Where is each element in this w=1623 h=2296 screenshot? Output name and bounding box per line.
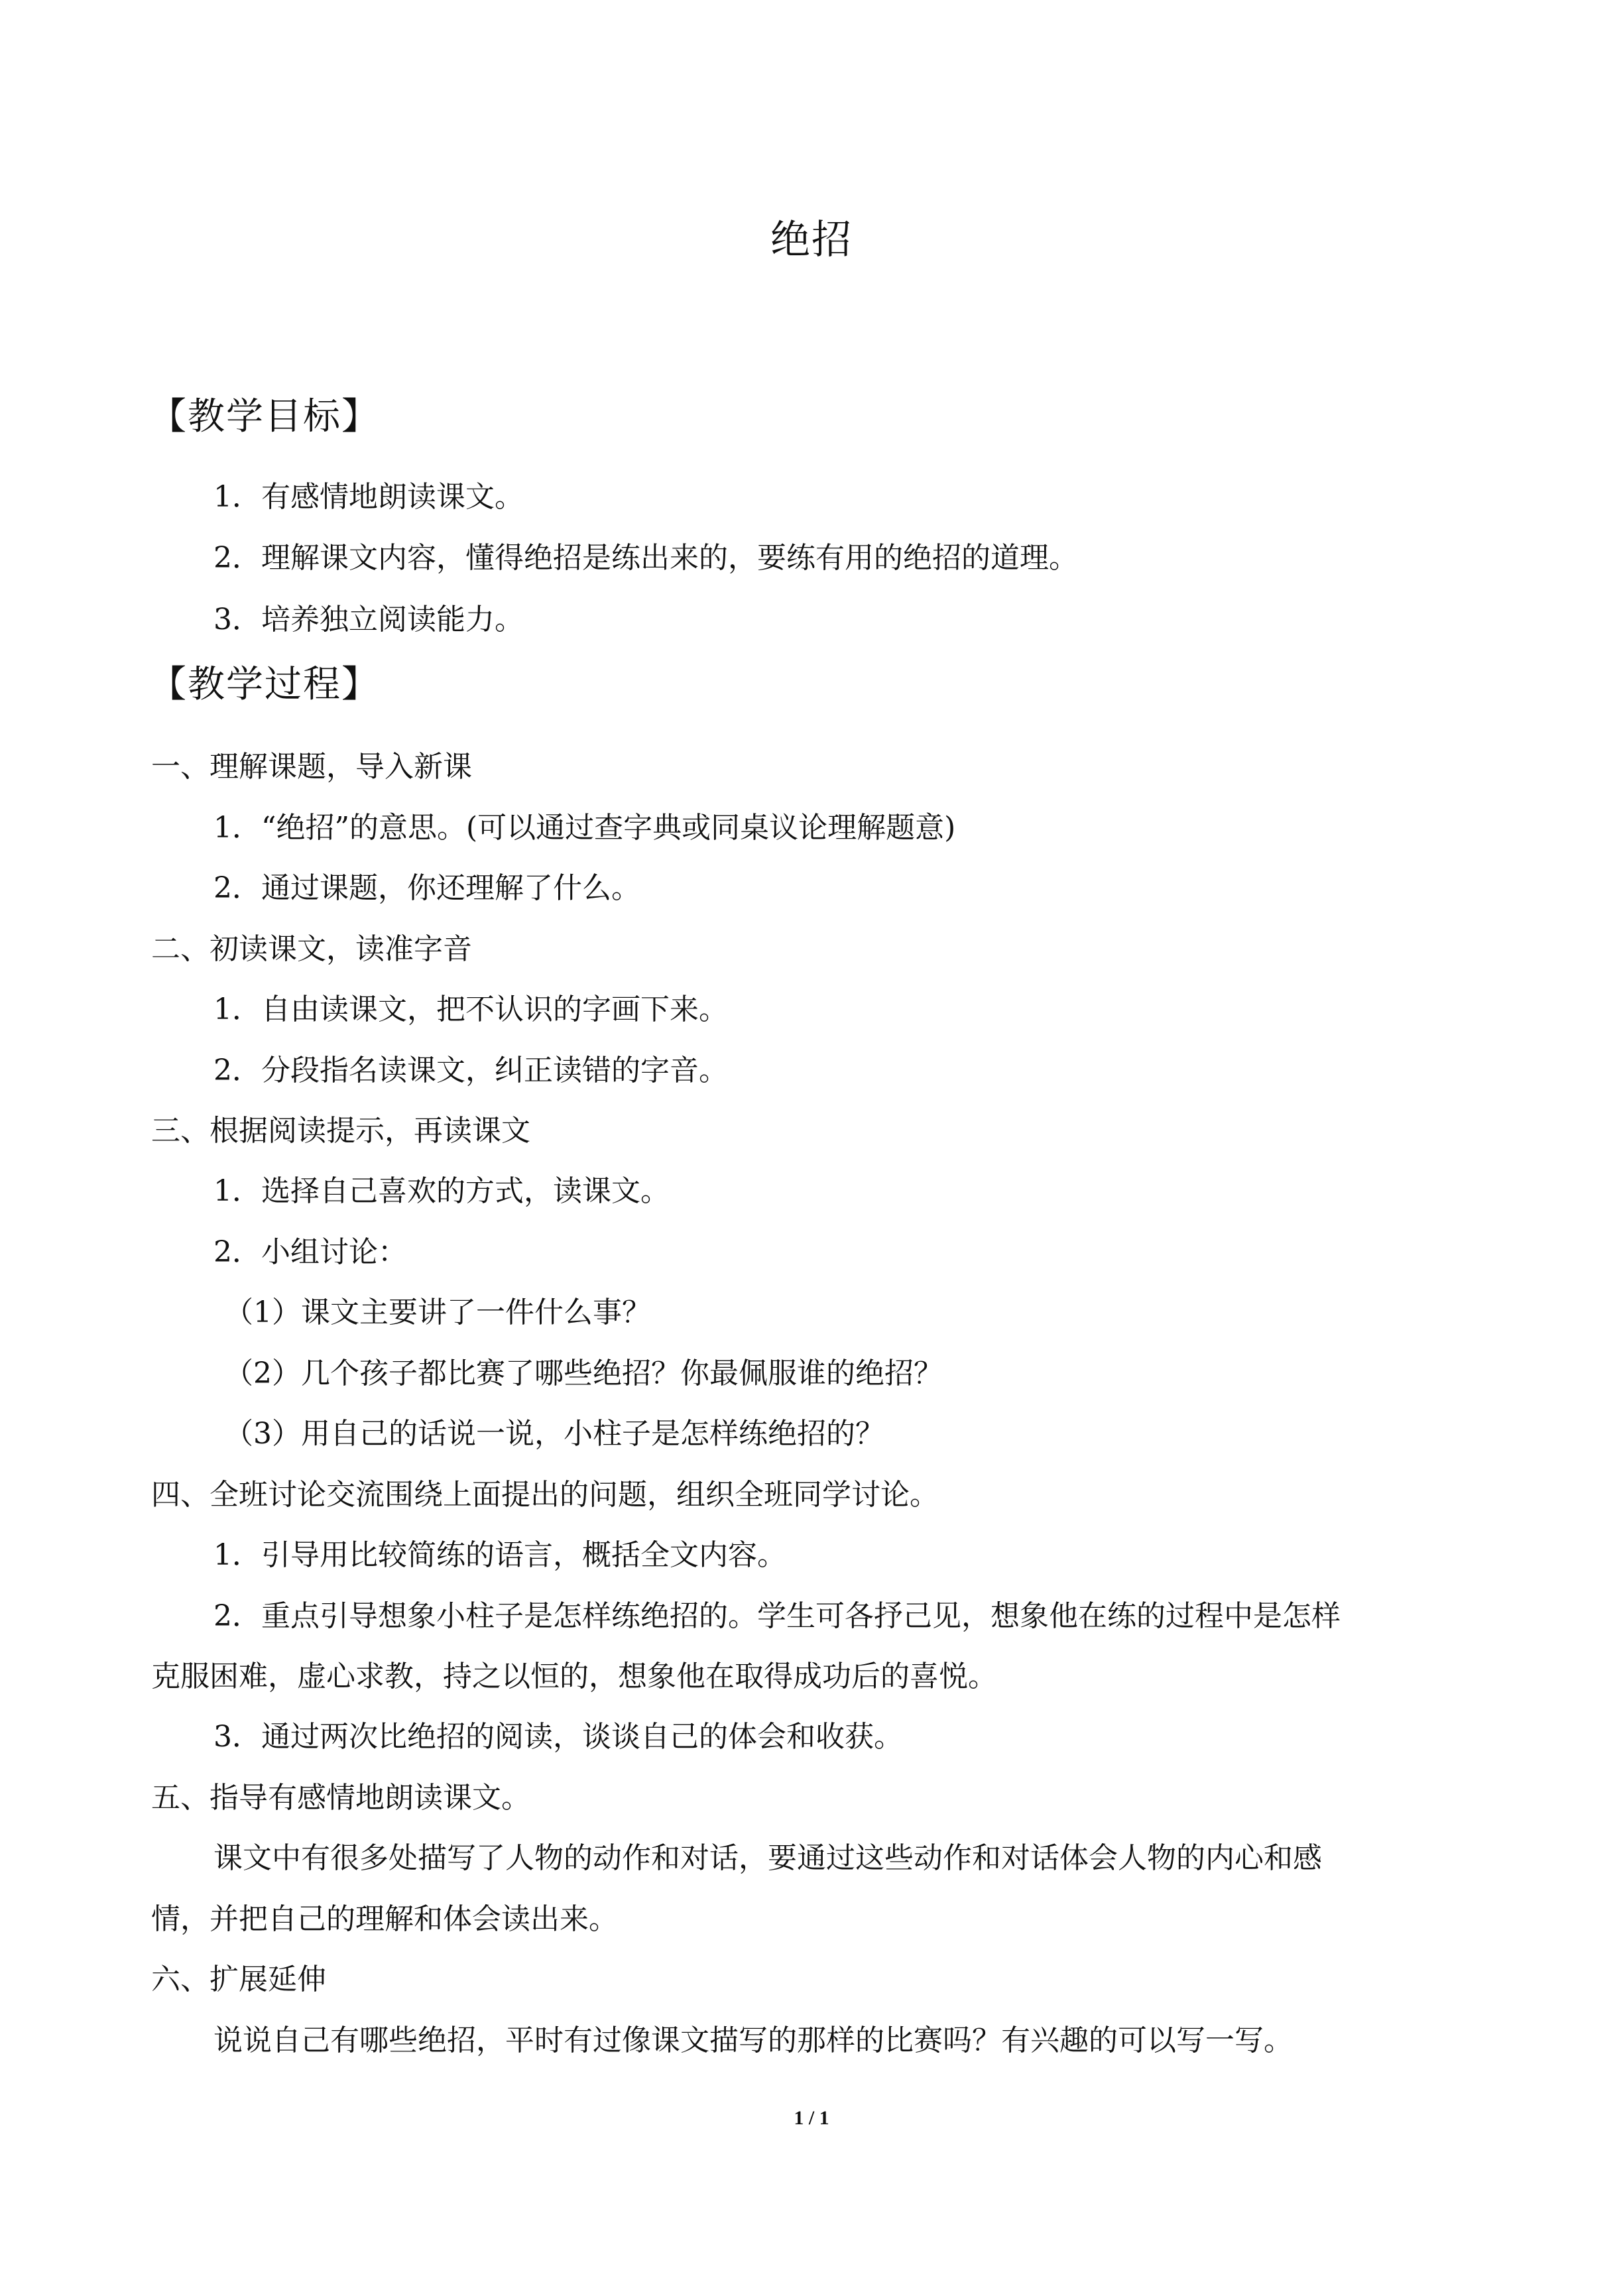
process-item-continuation: 克服困难，虚心求教，持之以恒的，想象他在取得成功后的喜悦。	[151, 1660, 997, 1693]
objective-item: 3．培养独立阅读能力。	[213, 603, 524, 636]
objective-item: 1．有感情地朗读课文。	[213, 480, 524, 514]
process-item: 2．分段指名读课文，纠正读错的字音。	[213, 1054, 728, 1087]
process-step-heading: 六、扩展延伸	[151, 1963, 326, 1996]
objective-item: 2．理解课文内容，懂得绝招是练出来的，要练有用的绝招的道理。	[213, 541, 1078, 575]
process-paragraph: 说说自己有哪些绝招，平时有过像课文描写的那样的比赛吗？有兴趣的可以写一写。	[213, 2024, 1293, 2057]
process-item: 3．通过两次比绝招的阅读，谈谈自己的体会和收获。	[213, 1720, 903, 1754]
process-paragraph: 课文中有很多处描写了人物的动作和对话，要通过这些动作和对话体会人物的内心和感	[213, 1841, 1322, 1875]
process-subitem: （3）用自己的话说一说，小柱子是怎样练绝招的？	[224, 1417, 884, 1451]
process-step-heading: 四、全班讨论交流围绕上面提出的问题，组织全班同学讨论。	[151, 1478, 939, 1512]
process-subitem: （2）几个孩子都比赛了哪些绝招？你最佩服谁的绝招？	[224, 1357, 943, 1390]
process-item: 2．小组讨论：	[213, 1235, 407, 1269]
page-number: 1 / 1	[794, 2107, 829, 2129]
process-step-heading: 二、初读课文，读准字音	[151, 932, 472, 966]
process-step-heading: 三、根据阅读提示，再读课文	[151, 1114, 530, 1148]
process-paragraph-continuation: 情，并把自己的理解和体会读出来。	[151, 1902, 618, 1936]
process-subitem: （1）课文主要讲了一件什么事？	[224, 1296, 651, 1329]
objectives-heading: 【教学目标】	[149, 395, 380, 438]
process-item: 1．选择自己喜欢的方式，读课文。	[213, 1174, 670, 1208]
document-title: 绝招	[770, 217, 853, 263]
process-item: 1．“绝招”的意思。(可以通过查字典或同桌议论理解题意)	[213, 811, 956, 845]
process-heading: 【教学过程】	[149, 663, 380, 706]
process-item: 1．引导用比较简练的语言，概括全文内容。	[213, 1538, 786, 1572]
process-item: 2．重点引导想象小柱子是怎样练绝招的。学生可各抒己见，想象他在练的过程中是怎样	[213, 1599, 1341, 1633]
process-step-heading: 五、指导有感情地朗读课文。	[151, 1781, 530, 1815]
process-item: 2．通过课题，你还理解了什么。	[213, 871, 640, 905]
process-step-heading: 一、理解课题，导入新课	[151, 750, 472, 784]
process-item: 1．自由读课文，把不认识的字画下来。	[213, 993, 728, 1026]
